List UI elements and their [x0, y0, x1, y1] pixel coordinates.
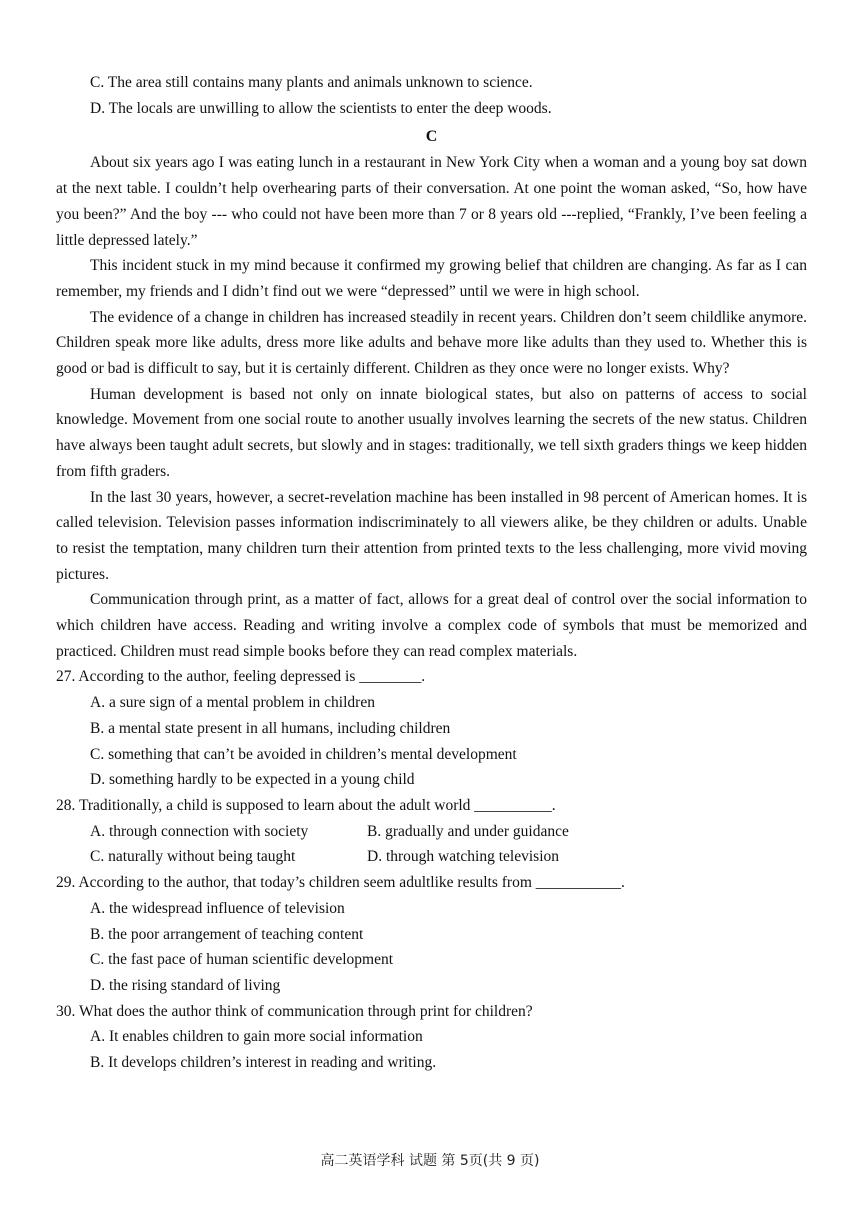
option-a: A. through connection with society: [90, 822, 309, 840]
option-c: C. something that can’t be avoided in children’s mental development: [90, 745, 517, 763]
prev-option-d: D. The locals are unwilling to allow the scientists to enter the deep woods.: [90, 99, 552, 117]
section-label: C: [425, 128, 438, 146]
option-a: A. a sure sign of a mental problem in children: [90, 694, 375, 712]
option-row: [56, 819, 807, 845]
question-28: [56, 793, 807, 870]
passage-paragraph: The evidence of a change in children has increased steadily in recent years. Children don’t seem childlike anymore. Children speak more like adults, dress more like adults and behave more like adults than they used to. Whether this is good or bad is difficult to say, but it is certainly different. Children as they once were no longer exists. Why?: [56, 308, 807, 378]
option-c: C. the fast pace of human scientific development: [90, 951, 394, 969]
option-b: B. gradually and under guidance: [367, 822, 569, 840]
exam-page: [56, 70, 807, 1076]
option-a: A. the widespread influence of television: [90, 899, 345, 917]
option-row: [56, 844, 807, 870]
option-a: A. It enables children to gain more social information: [90, 1028, 423, 1046]
question-stem: 28. Traditionally, a child is supposed to learn about the adult world __________.: [56, 796, 556, 814]
option-d: D. the rising standard of living: [90, 976, 281, 994]
option-d: D. through watching television: [367, 848, 559, 866]
passage-paragraph: About six years ago I was eating lunch in a restaurant in New York City when a woman and a young boy sat down at the next table. I couldn’t help overhearing parts of their conversation. At one point the woman asked, “So, how have you been?” And the boy --- who could not have been more than 7 or 8 years old ---replied, “Frankly, I’ve been feeling a little depressed lately.”: [56, 154, 807, 249]
prev-option-c: C. The area still contains many plants and animals unknown to science.: [90, 74, 533, 91]
option-d: D. something hardly to be expected in a young child: [90, 771, 415, 789]
question-stem: 30. What does the author think of communication through print for children?: [56, 1002, 533, 1020]
question-30: [56, 999, 807, 1076]
option-b: B. a mental state present in all humans, including children: [90, 719, 451, 737]
question-stem: 29. According to the author, that today’s children seem adultlike results from ___________.: [56, 874, 625, 892]
option-b: B. It develops children’s interest in reading and writing.: [90, 1054, 437, 1072]
option-c: C. naturally without being taught: [90, 848, 296, 866]
passage-paragraph: In the last 30 years, however, a secret-revelation machine has been installed in 98 percent of American homes. It is called television. Television passes information indiscriminately to all viewers alike, be they children or adults. Unable to resist the temptation, many children turn their attention from printed texts to the less challenging, more vivid moving pictures.: [56, 488, 807, 583]
page-footer: 高二英语学科 试题 第 5页(共 9 页): [320, 1153, 540, 1169]
option-b: B. the poor arrangement of teaching content: [90, 925, 364, 943]
question-27: [56, 664, 807, 793]
question-29: [56, 870, 807, 999]
passage-paragraph: This incident stuck in my mind because it confirmed my growing belief that children are changing. As far as I can remember, my friends and I didn’t find out we were “depressed” until we were in high school.: [56, 257, 807, 300]
passage-paragraph: Human development is based not only on innate biological states, but also on patterns of access to social knowledge. Movement from one social route to another usually involves learning the secrets of the new status. Children have always been taught adult secrets, but slowly and in stages: traditionally, we tell sixth graders things we keep hidden from fifth graders.: [56, 385, 807, 480]
question-stem: 27. According to the author, feeling depressed is ________.: [56, 668, 426, 686]
passage-paragraph: Communication through print, as a matter of fact, allows for a great deal of control over the social information to which children have access. Reading and writing involve a complex code of symbols that must be memorized and practiced. Children must read simple books before they can read complex materials.: [56, 591, 807, 660]
